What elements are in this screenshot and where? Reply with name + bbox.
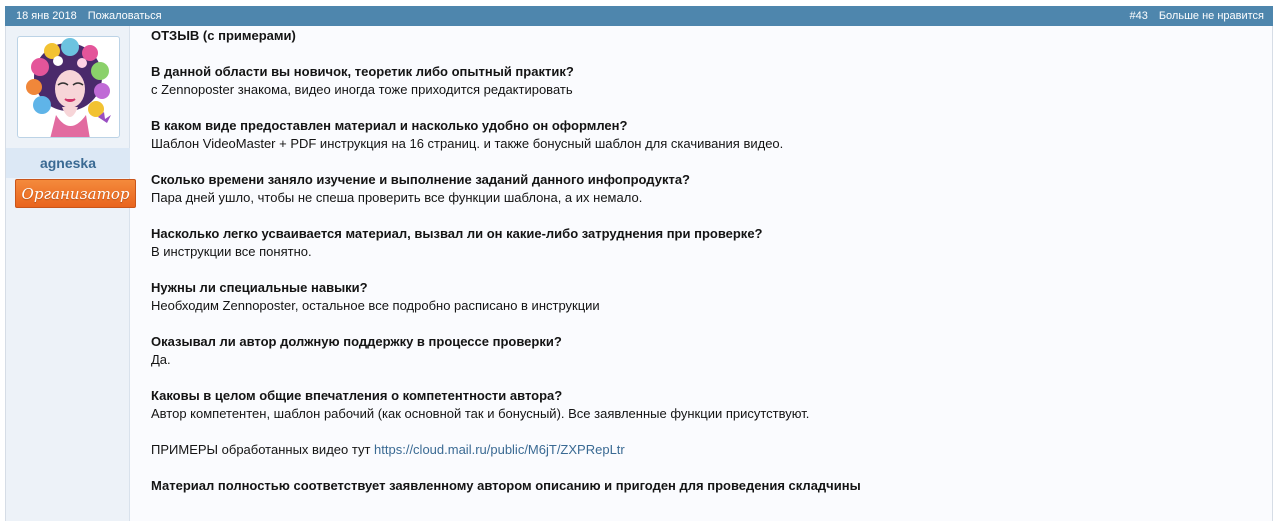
flower-hair-woman-avatar-icon xyxy=(18,37,120,138)
message-title: ОТЗЫВ (с примерами) xyxy=(151,28,296,43)
message-title-block xyxy=(151,27,1251,45)
question: Насколько легко усваивается материал, вызвал ли он какие-либо затруднения при проверке? xyxy=(151,226,763,241)
answer: В инструкции все понятно. xyxy=(151,244,312,259)
qa-block xyxy=(151,63,1251,99)
qa-block xyxy=(151,279,1251,315)
answer: Автор компетентен, шаблон рабочий (как основной так и бонусный). Все заявленные функции присутствуют. xyxy=(151,406,810,421)
answer: Пара дней ушло, чтобы не спеша проверить все функции шаблона, а их немало. xyxy=(151,190,643,205)
answer: Шаблон VideoMaster + PDF инструкция на 16 страниц. и также бонусный шаблон для скачивания видео. xyxy=(151,136,784,151)
avatar[interactable] xyxy=(17,36,120,138)
post-header-right xyxy=(1129,10,1264,22)
qa-block xyxy=(151,387,1251,423)
answer: Да. xyxy=(151,352,171,367)
message-content xyxy=(151,27,1251,513)
username-link[interactable]: agneska xyxy=(39,155,97,171)
unlike-link[interactable]: Больше не нравится xyxy=(1158,10,1264,22)
conclusion-block xyxy=(151,477,1251,495)
question: Сколько времени заняло изучение и выполнение заданий данного инфопродукта? xyxy=(151,172,690,187)
post-date: 18 янв 2018 xyxy=(16,10,77,22)
qa-block xyxy=(151,333,1251,369)
examples-text: ПРИМЕРЫ обработанных видео тут xyxy=(151,442,375,457)
post-number-link[interactable]: #43 xyxy=(1129,10,1148,22)
question: Оказывал ли автор должную поддержку в процессе проверки? xyxy=(151,334,562,349)
examples-link[interactable]: https://cloud.mail.ru/public/M6jT/ZXPRepLtr xyxy=(374,442,625,457)
qa-block xyxy=(151,117,1251,153)
role-badge: Организатор xyxy=(15,179,136,208)
report-link[interactable]: Пожаловаться xyxy=(87,10,162,22)
question: Нужны ли специальные навыки? xyxy=(151,280,368,295)
qa-block xyxy=(151,171,1251,207)
question: В данной области вы новичок, теоретик либо опытный практик? xyxy=(151,64,574,79)
answer: с Zennoposter знакома, видео иногда тоже приходится редактировать xyxy=(151,82,573,97)
examples-block xyxy=(151,441,1251,459)
question: В каком виде предоставлен материал и насколько удобно он оформлен? xyxy=(151,118,628,133)
question: Каковы в целом общие впечатления о компетентности автора? xyxy=(151,388,563,403)
post-header xyxy=(5,6,1273,26)
qa-block xyxy=(151,225,1251,261)
user-info-column xyxy=(6,26,130,521)
answer: Необходим Zennoposter, остальное все подробно расписано в инструкции xyxy=(151,298,600,313)
post-header-left xyxy=(16,10,162,22)
conclusion: Материал полностью соответствует заявленному автором описанию и пригоден для проведения складчины xyxy=(151,478,861,493)
